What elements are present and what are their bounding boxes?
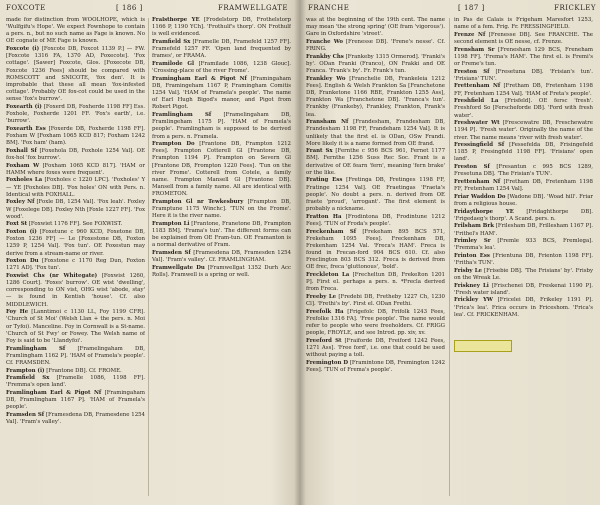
dictionary-entry: Freston Sf [Fresantun c 995 BCS 1289, Fresetuna DB]. 'The Frisian's TUN'. (454, 164, 593, 178)
entry-headword: Freshfield La (454, 98, 499, 105)
entry-headword: Fridaythorpe YE (454, 208, 514, 215)
dictionary-entry: was at the beginning of the 19th cent. The name may mean 'the strong spring' (OE fram 'vigorous'). Gare in Oxfordshire 'street'. (306, 17, 445, 38)
dictionary-entry: Foxton (i) [Foxetune c 960 KCD, Foxetone DB, Foxton 1236 FF] — Le [Foxestone DB, Foxton 1259 P, 1254 Val]. 'Fox tun'. OE Foxestun may derive from a stream-name or river. (6, 229, 145, 257)
dictionary-entry: Foxcote (i) [Foxcote DB, Foxcot 1139 P.] — FW. [Foxcote 1316 FA, 1370 AD, Foxecote]. 'Fox cottage'. [Sawer] Foxcote, Glos. [Foxecote DB, Foxcote 1236 Fees] should be compared with ROMSCOTT and SNICOTE, 'fox den'. It is improbable that these all mean 'fox-infested cottage'. Probably OE fox-cot could be used in the sense 'fox's burrow'. (6, 46, 145, 103)
running-head-right: FRICKLEY (554, 4, 596, 12)
dictionary-entry: Frankley Wo [Franchelie DB, Frankeleia 1212 Fees]. English & Welsh Frankton Sa [Franchetone DB, Franketone 1166 RBE, Frankton 1255 Ass], Frankton Wa [Franchetone DB]. 'Franca's tun'. Frankby (Frankeby), Frankley, Frankton, Frank's lea. (306, 75, 445, 118)
entry-headword: Framlingham Sf (152, 112, 212, 119)
dictionary-entry: in Pas de Calais is Frigeham Maresfort 1253, name of a fem. Frig. Fr. FRESSINGFIELD. (454, 17, 593, 31)
dictionary-entry: made for distinction from WOOLHOPE, which is 'Wulfgifu's Hope'. We expect Fownhope to contain a pers. n., but no such name as Fage is known. No OE cognate of ME Fage is known. (6, 17, 145, 45)
dictionary-entry: Franche Wo [Frenesse DB]. 'Frene's nesse'. Cf. FRING. (306, 38, 445, 53)
entry-headword: Franche Wo (306, 38, 343, 45)
dictionary-entry: Framingham Earl & Pigot Nf [Framingaham DB, Framingeham 1167 P, Framingham Comitis 1254 Val]. 'HAM of Framela's people'. The name of Earl Hugh Bigod's manor, and Pigot from Robert Pigot. (152, 75, 291, 111)
running-head-left: FOXCOTE (6, 4, 46, 12)
entry-headword: Frankley Wo (306, 75, 346, 82)
entry-headword: Frampton (i) (6, 367, 45, 374)
dictionary-entry: Framsden Sf [Framesdena DB, Framesden 1254 Val]. 'Fram's valley'. Cf. FRAMLINGHAM. (152, 250, 291, 264)
dictionary-entry: Framlingham Sf [Framelingaham DB, Framlingham 1162 P]. 'HAM of Framela's people'. Cf. FRAMSDEN. (6, 345, 145, 366)
entry-headword: Freston Sf (454, 68, 490, 75)
entry-headword: Foxearth (i) (6, 103, 42, 110)
right-column-1 (306, 17, 445, 499)
entry-headword: Foxton (i) (6, 229, 37, 236)
left-page-header (6, 4, 288, 14)
dictionary-entry: Frinton Ess [Frientuna DB, Frienton 1198 FF]. 'Fritha's TUN'. (454, 253, 593, 267)
dictionary-entry: Fremington D [Framintone DB, Fremington 1242 Fees]. 'TUN of Frema's people'. (306, 359, 445, 373)
entry-headword: Foxt St (6, 221, 28, 228)
highlight-mark (454, 340, 512, 352)
dictionary-entry: Fratton Ha [Frodintona DB, Frodintune 1212 Fees]. 'TUN of Froda's people'. (306, 213, 445, 227)
entry-headword: Freckenham Sf (306, 228, 357, 235)
entry-headword: Frettenham Nf (454, 178, 501, 185)
dictionary-entry: Frankby Chs [Frankeby 1315 Ormerod]. 'Franki's by'. ODan Franki (Franco), ON Frakki and OE Franca. 'Frank's by'. Fr. Frank's tun. (306, 53, 445, 75)
dictionary-entry: Freshwater Wt [Frescewatre DB, Freschewatre 1194 P]. 'Fresh water'. Originally the name of the river. The name means 'river with fresh water'. (454, 120, 593, 141)
entry-headword: Framlingham Earl & Pigot Nf (6, 389, 102, 396)
dictionary-entry: Frant Sx [Fernthe c 956 BCS 961, Fernet 1177 BM]. Fernthe 1256 Suss Rec Soc. Frant is a derivative of OE fearn 'fern', meaning 'fern brake' or the like. (306, 148, 445, 176)
dictionary-entry: Frampton Li [Frantone, Franetone DB, Frampton 1183 BM]. 'Frama's tun'. The different forms can be explained from OE Fram-tun. OE Framanton is a normal derivative of Fram. (152, 220, 291, 249)
dictionary-entry: Framlingham Earl & Pigot Nf [Framingaham DB, Framlingham 1167 P]. 'HAM of Framela's people'. (6, 389, 145, 411)
left-page (0, 0, 296, 505)
entry-headword: Foxton Du (6, 258, 39, 265)
entry-headword: Friskney Li (454, 282, 489, 289)
entry-headword: Frimley Sr (454, 238, 491, 245)
dictionary-entry: Fridaythorpe YE [Fridaghthorpe DB]. 'Frigedaeg's thorp'. A Scand. pers. n. (454, 208, 593, 222)
entry-headword: Foxearth Ess (6, 125, 46, 132)
entry-headword: Framwellgate Du (152, 264, 205, 271)
dictionary-entry: Foxwist Chs (nr Whitegate) [Foxwist 1260, 1286 Court]. 'Foxes' burrow'. OE wist 'dwelling', corresponding to ON vist, OHG wist 'abode, stay' — is found in Kentish 'house'. Cf. also MIDDLEWICH. (6, 272, 145, 308)
dictionary-entry: Framilode Gl [Framilade 1086, 1238 Glouc]. 'Crossing-place of the river Frome'. (152, 60, 291, 75)
entry-headword: Framfield Sx (152, 38, 191, 45)
dictionary-entry: Frampton Gl nr Tewkesbury [Frampton DB, Framptune 1175 Winchc]. 'TUN on the Frome'. Here it is the river name. (152, 198, 291, 220)
running-head-left: FRANCHE (308, 4, 350, 12)
entry-headword: Fremington D (306, 359, 349, 366)
dictionary-entry: Foxearth Ess [Foxerde DB, Foxherde 1198 FF]. Foxham W [Foxham 1065 KCD 817; Foxham 1242 BM]. 'Fox ham' (ham). (6, 125, 145, 147)
right-page (304, 0, 600, 505)
entry-headword: Frilsham Brk (454, 223, 494, 230)
entry-headword: Framfield Sx (6, 375, 50, 382)
entry-headword: Frating Ess (306, 177, 343, 184)
entry-headword: Framsden Sf (6, 411, 45, 418)
entry-headword: Fratton Ha (306, 213, 342, 220)
entry-headword: Freeby Le (306, 293, 337, 300)
dictionary-entry: Frimley Sr [Fremle 933 BCS, Fremlega]. 'Fremma's lea'. (454, 238, 593, 252)
dictionary-entry: Framlingham Sf [Framelingaham DB, Framlingeham 1175 P]. 'HAM of Framela's people'. Framlingham is supposed to be derived from a pers. n. Framela. (152, 112, 291, 140)
entry-headword: Frisby Le (454, 267, 482, 274)
entry-headword: Freckleton La (306, 271, 350, 278)
entry-headword: Frensham Sr (454, 46, 495, 53)
dictionary-entry: Frenze Nf [Frenesse DB]. See FRANCHE. The second element is OE nesse, cf. Frenze. (454, 31, 593, 45)
entry-headword: Foy He (6, 309, 29, 316)
entry-headword: Fressingfield Sf (454, 142, 505, 149)
entry-headword: Fransham Nf (306, 119, 349, 126)
entry-headword: Frampton Gl nr Tewkesbury (152, 198, 244, 205)
right-page-header (308, 4, 596, 14)
entry-headword: Frampton Li (152, 220, 190, 227)
dictionary-entry: Fransham Nf [Frandesham, Frandesham DB, Frandesham 1198 FF, Frandeham 1254 Val]. It is unlikely that the first el. is ODan, OSw Frandi. More likely it is a name formed from OE frand. (306, 119, 445, 147)
dictionary-entry: Frampton (i) [Frantone DB]. Cf. FROME. (6, 367, 122, 374)
entry-headword: Frankby Chs (306, 53, 344, 60)
entry-headword: Framsden Sf (152, 250, 191, 256)
dictionary-entry: Frettenham Nf [Fretham DB, Fretenham 1198 FF, Fretenham 1254 Val]. 'HAM of Freta's people'. (454, 83, 593, 97)
dictionary-entry: Freeford St [Fraiforde DB, Freiford 1242 Fees, 1271 Ass]. 'Free ford', i.e. one that could be used without paying a toll. (306, 337, 445, 359)
dictionary-entry: Foxley Nf [Foxle DB, 1254 Val]. 'Fox leah'. Foxley W [Foxelege DB]. Foxley Nth [Foxle 1227 FF]. 'Fox wood'. (6, 199, 145, 220)
entry-headword: Frant Sx (306, 148, 333, 155)
right-column-2 (454, 17, 593, 499)
column-rule (449, 18, 450, 496)
page-number: [ 186 ] (116, 4, 143, 12)
entry-headword: Framingham Earl & Pigot Nf (152, 75, 247, 82)
entry-headword: Foxhall Sf (6, 147, 37, 154)
dictionary-entry: Frettenham Nf [Fretham DB, Fretenham 1198 FF, Fretenham 1254 Val]. (454, 178, 593, 193)
dictionary-entry: Freefolk Ha [Frigefolc DB, Frifolk 1243 Fees, Frefolke 1316 FA]. 'Free people'. The name would refer to people who were freeholders. Cf. FRIGG people, FROYLE, and see Introd. pp. xiv, xv. (306, 308, 445, 337)
dictionary-entry: Fralsthorpe YE [Frodelstorp DB, Frothelstorp 1166 P, 1190 YCh]. 'Frothulf's thorp'. ON Frothulf is well evidenced. (152, 17, 291, 38)
entry-headword: Frickley YW (454, 297, 493, 304)
entry-headword: Friar Waddon Do (454, 193, 506, 200)
dictionary-entry: Foxholes La [Foxholes c 1220 LPC]. 'Foxholes' Y — YE [Foxholes DB]. 'Fox holes' ON with Pers. n. Identical with FOXHALL. (6, 177, 145, 198)
entry-headword: Frettenham Nf (454, 83, 501, 90)
entry-headword: Foxley Nf (6, 199, 35, 206)
left-column-2 (152, 17, 291, 499)
entry-headword: Fralsthorpe YE (152, 17, 200, 23)
dictionary-entry: Fressingfield Sf [Fessefelda DB, Frisingefeld 1185 P, Fresingfeld 1198 FF]. 'Frisians' open land'. (454, 142, 593, 163)
entry-headword: Freefolk Ha (306, 308, 344, 315)
left-column-1 (6, 17, 145, 499)
dictionary-entry: Frickley YW [Fricelei DB, Frikeley 1191 P]. 'Frica's lea'. Frica occurs in Friceshom. 'Frica's lea'. Cf. FRICKENHAM. (454, 297, 593, 318)
entry-headword: Frampton Do (152, 141, 195, 148)
dictionary-entry: Foxhall Sf [Foxehola DB, Foxhole 1254 Val]. OE fox-hol 'fox burrow'. (6, 147, 145, 161)
dictionary-entry: Foy He [Lanntimoi c 1130 LL, Foy 1199 CFR]. 'Church of St Moi' (Welsh Llan + the pers. n. Moi or Tyfoi). Manceline. Foy in Cornwall is a St-name. 'Church of St Fwy' or Fowey. The Welsh name of Foy is said to be 'Llandyfoi'. (6, 309, 145, 344)
dictionary-entry: Framfield Sx [Framelle 1086, 1198 FF]. 'Fremma's open land'. (6, 375, 145, 389)
dictionary-entry: Freckenham Sf [Frekeham 895 BCS 571, Frekeham 1095 Fees]. Freckenham DB, Frekenham 1254 Val. 'Freca's HAM'. Freca is found in Frecan-ford 904 BCS 610. Cf. also Freclington 803 BCS 312. Freca is derived from OE frec, freca 'gluttonous', 'bold'. (306, 228, 445, 271)
entry-headword: Freston Sf (454, 164, 490, 171)
entry-headword: Frenze Nf (454, 31, 486, 38)
running-head-right: FRAMWELLGATE (218, 4, 288, 12)
entry-headword: Freeford St (306, 337, 342, 344)
column-rule (148, 18, 149, 496)
dictionary-entry: Friar Waddon Do [Wadone DB]. 'Woad hill'. Friar from a religious house. (454, 193, 593, 207)
entry-headword: Freshwater Wt (454, 120, 500, 127)
dictionary-entry: Framwellgate Du [Framwellgat 1352 Durh Acc Rolls]. Framwell is a spring or well. (152, 264, 291, 278)
dictionary-entry: Frating Ess [Fretinga DB, Fretinges 1198 FF, Fratinge 1254 Val]. OE Fraetingas 'Fraeta's people'. No doubt a pers. n. derived from OE fraete 'proud', 'arrogant'. The first element is probably a nickname. (306, 177, 445, 213)
dictionary-entry: Frensham Sr [Frenesham 129 BCS, Freneham 1198 FF]. 'Frema's HAM'. The first el. is Fremi's or Freme's tun. (454, 46, 593, 67)
entry-headword: Foxholes La (6, 177, 43, 184)
entry-headword: Foxham W (6, 162, 40, 169)
dictionary-entry: Foxearth (i) [Foxerd DB, Foxherde 1198 FF] Ess. Foxhole, Foxherde 1201 FF. 'Fox's earth', i.e. 'burrow'. (6, 103, 145, 125)
dictionary-entry: Frampton Do [Frantone DB, Frampton 1212 Fees]. Frampton Cotterell Gl [Frantone DB, Frampton 1194 P]. Frampton on Severn Gl [Frantone DB, Frompton 1220 Fees]. 'Tun on the river Frome'. Cotterell from Cotele, a family name. Frampton Mansell Gl [Frantone DB]. Mansell from a family name. All are identical with FROMETON. (152, 141, 291, 198)
page-number: [ 187 ] (458, 4, 485, 12)
dictionary-entry: Framfield Sx [Framelle DB, Framefeld 1257 FF]. Framefeld 1257 FF. 'Open land frequented by frames', or FRAMA. (152, 38, 291, 60)
dictionary-entry: Friskney Li [Frischenei DB, Freskenai 1190 P]. 'Fresh water island'. (454, 282, 593, 296)
dictionary-entry: Freeby Le [Fredebi DB, Fretheby 1227 Ch, 1230 Cl]. 'Frethi's by'. First el. ODan Frethi. (306, 293, 445, 308)
dictionary-entry: Foxham W [Foxham 1065 KCD 817]. 'HAM or HAMM where foxes were frequent'. (6, 162, 145, 176)
dictionary-entry: Foxton Du [Foxstone c 1170 Reg Dun, Foxton 1271 AD]. 'Fox tun'. (6, 258, 145, 272)
dictionary-entry: Freshfield La [Frisfeld]. OE fersc 'fresh'. Freshford So [Ferscheforde DB]. 'Ford with fresh water'. (454, 98, 593, 119)
dictionary-entry: Framsden Sf [Framesdena DB, Framesdene 1254 Val]. 'Fram's valley'. (6, 411, 145, 426)
entry-headword: Framlingham Sf (6, 345, 66, 352)
dictionary-entry: Freston Sf [Fresetuna DB]. 'Frisian's tun'. 'Frisians' TUN'. (454, 68, 593, 82)
entry-headword: Framilode Gl (152, 60, 195, 67)
entry-headword: Frinton Ess (454, 253, 490, 259)
entry-headword: Foxwist Chs (nr Whitegate) (6, 272, 98, 279)
dictionary-entry: Freckleton La [Frecheltun DB, Frekelton 1201 P]. First el. perhaps a pers. n. *Frecla derived from Freca. (306, 271, 445, 293)
dictionary-entry: Frisby Le [Frisebie DB]. 'The Frisians' by'. Frisby on the Wreak Le. (454, 267, 593, 281)
entry-headword: Foxcote (i) (6, 46, 40, 53)
dictionary-entry: Foxt St [Foxwiet 1176 FF]. See FOXWIST. (6, 221, 123, 228)
dictionary-entry: Frilsham Brk [Frilesham DB, Frillesham 1167 P]. 'Frithel's HAM'. (454, 223, 593, 237)
